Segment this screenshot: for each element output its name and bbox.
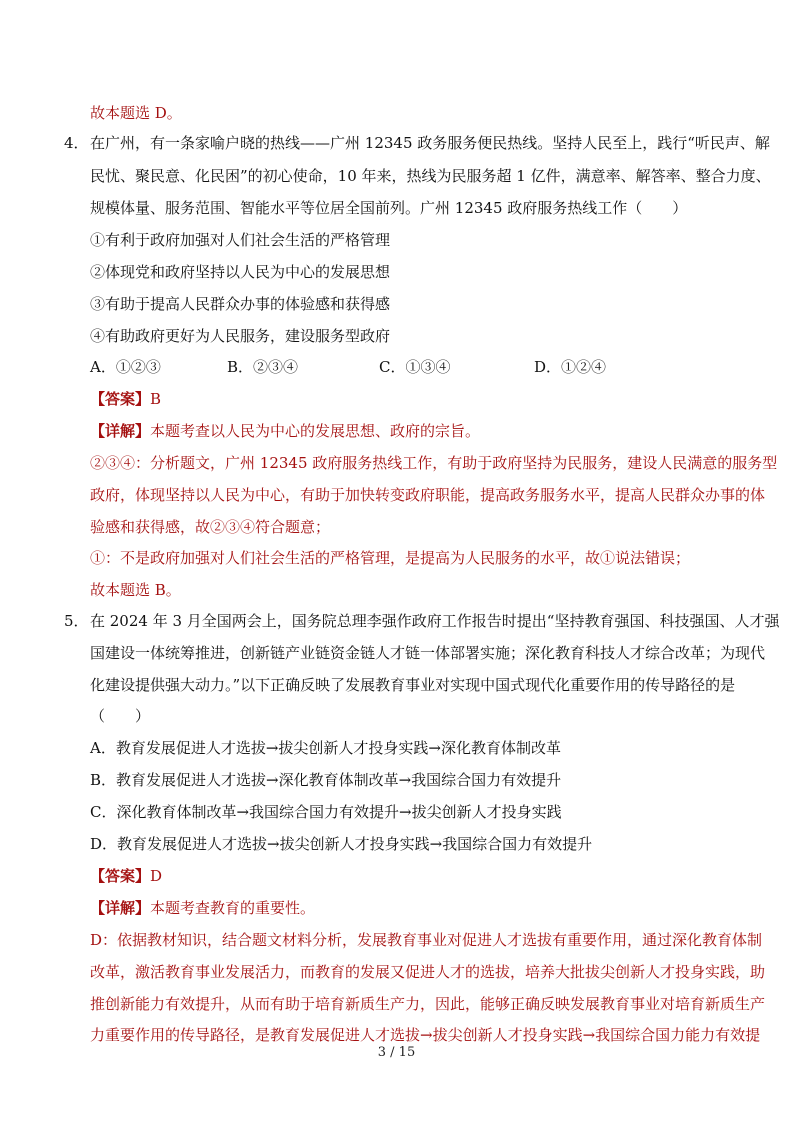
q4-option-c: C．①③④ bbox=[379, 358, 451, 376]
q4-item: ③有助于提高人民群众办事的体验感和获得感 bbox=[90, 295, 391, 313]
q4-option-a: A．①②③ bbox=[90, 358, 161, 376]
q5-detail-intro: 本题考查教育的重要性。 bbox=[150, 899, 316, 917]
q5-option-a: A．教育发展促进人才选拔→拔尖创新人才投身实践→深化教育体制改革 bbox=[90, 739, 561, 757]
q4-answer-value: B bbox=[150, 390, 162, 408]
q5-analysis-line: D：依据教材知识，结合题文材料分析，发展教育事业对促进人才选拔有重要作用，通过深化教育体制 bbox=[90, 931, 763, 949]
q4-analysis-line: ①：不是政府加强对人们社会生活的严格管理，是提高为人民服务的水平，故①说法错误； bbox=[90, 549, 691, 567]
q4-item: ④有助政府更好为人民服务，建设服务型政府 bbox=[90, 327, 391, 345]
q4-item: ②体现党和政府坚持以人民为中心的发展思想 bbox=[90, 263, 391, 281]
page-number: 3 / 15 bbox=[377, 1045, 416, 1060]
q4-number: 4． bbox=[64, 134, 89, 152]
q5-number: 5． bbox=[64, 612, 89, 630]
q4-stem-line: 在广州，有一条家喻户晓的热线——广州 12345 政务服务便民热线。坚持人民至上，践行“听民声、解 bbox=[90, 134, 770, 152]
q4-analysis-line: ②③④：分析题文，广州 12345 政府服务热线工作，有助于政府坚持为民服务，建设人民满意的服务型 bbox=[90, 454, 778, 472]
q5-detail-label: 【详解】 bbox=[90, 899, 151, 917]
q5-answer-value: D bbox=[150, 867, 163, 885]
q5-option-d: D．教育发展促进人才选拔→拔尖创新人才投身实践→我国综合国力有效提升 bbox=[90, 835, 593, 853]
q4-option-d: D．①②④ bbox=[534, 358, 607, 376]
q4-analysis-line: 政府，体现坚持以人民为中心，有助于加快转变政府职能，提高政务服务水平，提高人民群众办事的体 bbox=[90, 486, 766, 504]
q5-option-b: B．教育发展促进人才选拔→深化教育体制改革→我国综合国力有效提升 bbox=[90, 771, 562, 789]
q3-conclusion: 故本题选 D。 bbox=[90, 104, 182, 122]
q4-stem-line: 民忧、聚民意、化民困”的初心使命，10 年来，热线为民服务超 1 亿件，满意率、解答率、整合力度、 bbox=[90, 167, 771, 185]
q5-detail bbox=[90, 898, 315, 918]
q5-stem-line: 国建设一体统筹推进，创新链产业链资金链人才链一体部署实施；深化教育科技人才综合改革；为现代 bbox=[90, 644, 766, 662]
q4-answer-label: 【答案】 bbox=[90, 390, 151, 408]
q5-option-c: C．深化教育体制改革→我国综合国力有效提升→拔尖创新人才投身实践 bbox=[90, 803, 562, 821]
q4-answer bbox=[90, 389, 161, 409]
q5-analysis-line: 力重要作用的传导路径，是教育发展促进人才选拔→拔尖创新人才投身实践→我国综合国力能力有效提 bbox=[90, 1026, 761, 1044]
q5-stem-line: 在 2024 年 3 月全国两会上，国务院总理李强作政府工作报告时提出“坚持教育强国、科技强国、人才强 bbox=[90, 612, 780, 630]
q4-item: ①有利于政府加强对人们社会生活的严格管理 bbox=[90, 231, 391, 249]
q4-stem-line: 规模体量、服务范围、智能水平等位居全国前列。广州 12345 政府服务热线工作（ ） bbox=[90, 199, 688, 217]
q4-detail bbox=[90, 421, 480, 441]
q5-analysis-line: 改革，激活教育事业发展活力，而教育的发展又促进人才的选拔，培养大批拔尖创新人才投身实践，助 bbox=[90, 963, 766, 981]
q5-analysis-line: 推创新能力有效提升，从而有助于培育新质生产力，因此，能够正确反映发展教育事业对培育新质生产 bbox=[90, 995, 766, 1013]
q5-stem-line: （ ） bbox=[90, 707, 151, 725]
q4-detail-label: 【详解】 bbox=[90, 422, 151, 440]
q4-detail-intro: 本题考查以人民为中心的发展思想、政府的宗旨。 bbox=[150, 422, 481, 440]
q5-stem-line: 化建设提供强大动力。”以下正确反映了发展教育事业对实现中国式现代化重要作用的传导路径的是 bbox=[90, 676, 736, 694]
q5-answer-label: 【答案】 bbox=[90, 867, 151, 885]
q4-analysis-line: 验感和获得感，故②③④符合题意； bbox=[90, 518, 331, 536]
q4-option-b: B．②③④ bbox=[227, 358, 299, 376]
q4-conclusion: 故本题选 B。 bbox=[90, 581, 181, 599]
q5-answer bbox=[90, 866, 162, 886]
